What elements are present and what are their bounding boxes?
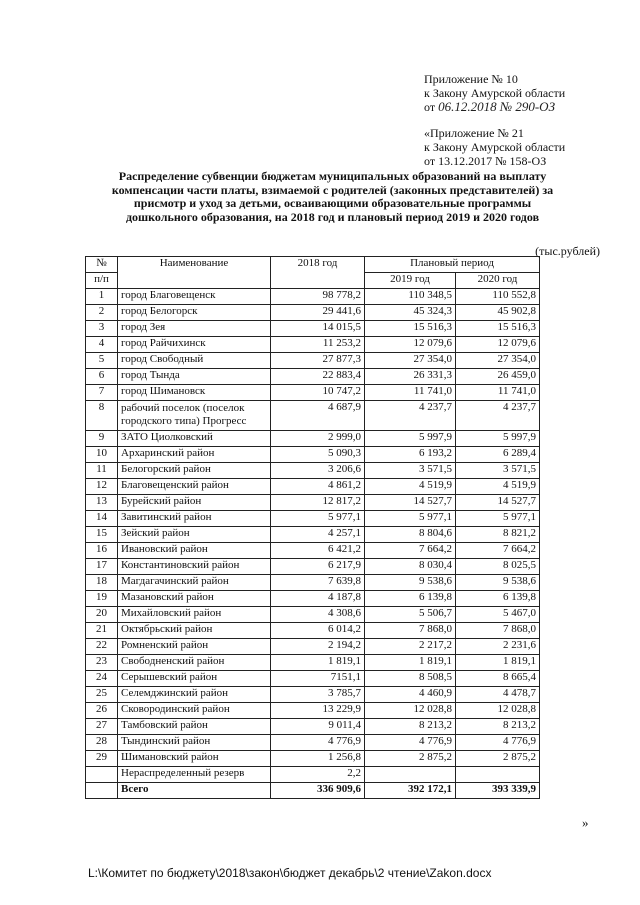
row-number: 15 bbox=[86, 527, 118, 543]
row-number: 23 bbox=[86, 655, 118, 671]
row-2018-value: 3 206,6 bbox=[271, 463, 365, 479]
row-number: 29 bbox=[86, 751, 118, 767]
row-2018-value: 13 229,9 bbox=[271, 703, 365, 719]
row-2018-value: 2,2 bbox=[271, 767, 365, 783]
row-2020-value: 8 025,5 bbox=[456, 559, 540, 575]
row-name: город Райчихинск bbox=[118, 337, 271, 353]
table-row bbox=[86, 575, 540, 591]
table-row bbox=[86, 559, 540, 575]
row-2020-value: 1 819,1 bbox=[456, 655, 540, 671]
row-name: Шимановский район bbox=[118, 751, 271, 767]
document-title: Распределение субвенции бюджетам муниципальных образований на выплату компенсации части платы, взимаемой с родителей (законных представителей) за присмотр и уход за детьми, осваивающими образовательные программы дошкольного образования, на 2018 год и плановый период 2019 и 2020 годов bbox=[111, 169, 554, 224]
row-2020-value: 5 467,0 bbox=[456, 607, 540, 623]
row-number: 2 bbox=[86, 305, 118, 321]
table-row bbox=[86, 401, 540, 431]
row-2019-value: 9 538,6 bbox=[365, 575, 456, 591]
row-2018-value: 4 687,9 bbox=[271, 401, 365, 431]
row-2018-value: 4 187,8 bbox=[271, 591, 365, 607]
row-number: 3 bbox=[86, 321, 118, 337]
row-2019-value: 2 875,2 bbox=[365, 751, 456, 767]
row-2018-value: 29 441,6 bbox=[271, 305, 365, 321]
row-2020-value: 4 776,9 bbox=[456, 735, 540, 751]
row-2019-value: 1 819,1 bbox=[365, 655, 456, 671]
row-2018-value: 27 877,3 bbox=[271, 353, 365, 369]
table-row bbox=[86, 353, 540, 369]
appendix-line3 bbox=[424, 100, 565, 114]
table-row bbox=[86, 369, 540, 385]
row-2019-value: 6 139,8 bbox=[365, 591, 456, 607]
row-2018-value: 11 253,2 bbox=[271, 337, 365, 353]
table-row bbox=[86, 639, 540, 655]
row-name: Архаринский район bbox=[118, 447, 271, 463]
row-2019-value: 4 776,9 bbox=[365, 735, 456, 751]
row-2018-value: 2 999,0 bbox=[271, 431, 365, 447]
row-number: 4 bbox=[86, 337, 118, 353]
table-row bbox=[86, 719, 540, 735]
row-name: Михайловский район bbox=[118, 607, 271, 623]
row-2020-value: 6 139,8 bbox=[456, 591, 540, 607]
original-appendix-line3: от 13.12.2017 № 158-ОЗ bbox=[424, 154, 547, 168]
row-2020-value: 5 997,9 bbox=[456, 431, 540, 447]
row-name: город Белогорск bbox=[118, 305, 271, 321]
row-number: 11 bbox=[86, 463, 118, 479]
row-2019-value: 7 868,0 bbox=[365, 623, 456, 639]
row-2018-value: 7151,1 bbox=[271, 671, 365, 687]
row-2018-value: 12 817,2 bbox=[271, 495, 365, 511]
row-name: Свободненский район bbox=[118, 655, 271, 671]
appendix-header bbox=[424, 72, 565, 114]
table-row bbox=[86, 305, 540, 321]
row-name: город Благовещенск bbox=[118, 289, 271, 305]
row-number: 26 bbox=[86, 703, 118, 719]
row-number: 10 bbox=[86, 447, 118, 463]
total-2018: 336 909,6 bbox=[271, 783, 365, 799]
row-2018-value: 22 883,4 bbox=[271, 369, 365, 385]
row-2020-value: 15 516,3 bbox=[456, 321, 540, 337]
row-2020-value: 4 478,7 bbox=[456, 687, 540, 703]
row-2018-value: 2 194,2 bbox=[271, 639, 365, 655]
row-2019-value: 45 324,3 bbox=[365, 305, 456, 321]
row-2018-value: 4 861,2 bbox=[271, 479, 365, 495]
subvention-table bbox=[85, 256, 540, 799]
header-2020: 2020 год bbox=[456, 273, 540, 289]
row-2019-value: 110 348,5 bbox=[365, 289, 456, 305]
table-row bbox=[86, 321, 540, 337]
row-name: Бурейский район bbox=[118, 495, 271, 511]
row-2020-value: 8 213,2 bbox=[456, 719, 540, 735]
footer-file-path: L:\Комитет по бюджету\2018\закон\бюджет декабрь\2 чтение\Zakon.docx bbox=[88, 866, 492, 880]
row-2019-value bbox=[365, 767, 456, 783]
row-2019-value: 15 516,3 bbox=[365, 321, 456, 337]
row-name: Ивановский район bbox=[118, 543, 271, 559]
row-2020-value: 26 459,0 bbox=[456, 369, 540, 385]
row-2019-value: 8 804,6 bbox=[365, 527, 456, 543]
row-2019-value: 5 506,7 bbox=[365, 607, 456, 623]
row-2018-value: 7 639,8 bbox=[271, 575, 365, 591]
row-name: Завитинский район bbox=[118, 511, 271, 527]
row-name: город Шимановск bbox=[118, 385, 271, 401]
row-2020-value: 110 552,8 bbox=[456, 289, 540, 305]
table-row bbox=[86, 527, 540, 543]
original-appendix-line1: «Приложение № 21 bbox=[424, 126, 524, 140]
header-num: № bbox=[86, 257, 118, 273]
row-name: Мазановский район bbox=[118, 591, 271, 607]
row-2019-value: 5 997,9 bbox=[365, 431, 456, 447]
row-2019-value: 12 079,6 bbox=[365, 337, 456, 353]
row-2019-value: 4 237,7 bbox=[365, 401, 456, 431]
row-name: Белогорский район bbox=[118, 463, 271, 479]
header-2019: 2019 год bbox=[365, 273, 456, 289]
row-2020-value: 8 821,2 bbox=[456, 527, 540, 543]
total-num bbox=[86, 783, 118, 799]
row-2018-value: 14 015,5 bbox=[271, 321, 365, 337]
row-2018-value: 4 257,1 bbox=[271, 527, 365, 543]
row-number: 5 bbox=[86, 353, 118, 369]
table-row bbox=[86, 447, 540, 463]
row-2019-value: 8 030,4 bbox=[365, 559, 456, 575]
row-number: 24 bbox=[86, 671, 118, 687]
row-2020-value: 8 665,4 bbox=[456, 671, 540, 687]
row-2018-value: 3 785,7 bbox=[271, 687, 365, 703]
row-name: Благовещенский район bbox=[118, 479, 271, 495]
total-2019: 392 172,1 bbox=[365, 783, 456, 799]
row-2019-value: 5 977,1 bbox=[365, 511, 456, 527]
row-2019-value: 8 213,2 bbox=[365, 719, 456, 735]
row-number: 18 bbox=[86, 575, 118, 591]
header-plan-period: Плановый период bbox=[365, 257, 540, 273]
table-total-row bbox=[86, 783, 540, 799]
row-2020-value: 45 902,8 bbox=[456, 305, 540, 321]
row-2018-value: 5 977,1 bbox=[271, 511, 365, 527]
table-row bbox=[86, 479, 540, 495]
row-name: Селемджинский район bbox=[118, 687, 271, 703]
row-2020-value: 14 527,7 bbox=[456, 495, 540, 511]
row-name: Тындинский район bbox=[118, 735, 271, 751]
appendix-date-prefix: от bbox=[424, 100, 436, 114]
row-2019-value: 4 519,9 bbox=[365, 479, 456, 495]
row-number: 12 bbox=[86, 479, 118, 495]
row-name: ЗАТО Циолковский bbox=[118, 431, 271, 447]
row-number: 21 bbox=[86, 623, 118, 639]
row-2018-value: 6 421,2 bbox=[271, 543, 365, 559]
total-label: Всего bbox=[118, 783, 271, 799]
table-row bbox=[86, 623, 540, 639]
row-number: 13 bbox=[86, 495, 118, 511]
row-name: Тамбовский район bbox=[118, 719, 271, 735]
row-2020-value: 27 354,0 bbox=[456, 353, 540, 369]
row-number: 8 bbox=[86, 401, 118, 431]
row-number: 25 bbox=[86, 687, 118, 703]
row-name: Магдагачинский район bbox=[118, 575, 271, 591]
handwritten-date-number: 06.12.2018 № 290-ОЗ bbox=[438, 99, 556, 114]
row-2019-value: 27 354,0 bbox=[365, 353, 456, 369]
row-name: город Зея bbox=[118, 321, 271, 337]
table-row bbox=[86, 289, 540, 305]
row-2018-value: 4 776,9 bbox=[271, 735, 365, 751]
row-number: 22 bbox=[86, 639, 118, 655]
row-2020-value: 11 741,0 bbox=[456, 385, 540, 401]
table-row bbox=[86, 385, 540, 401]
row-name: Нераспределенный резерв bbox=[118, 767, 271, 783]
table-row bbox=[86, 655, 540, 671]
units-label: (тыс.рублей) bbox=[535, 244, 600, 258]
row-2019-value: 2 217,2 bbox=[365, 639, 456, 655]
row-number: 20 bbox=[86, 607, 118, 623]
table-row bbox=[86, 511, 540, 527]
row-name: город Тында bbox=[118, 369, 271, 385]
table-row bbox=[86, 607, 540, 623]
row-2020-value: 2 875,2 bbox=[456, 751, 540, 767]
table-row bbox=[86, 671, 540, 687]
row-2018-value: 5 090,3 bbox=[271, 447, 365, 463]
row-2020-value: 12 079,6 bbox=[456, 337, 540, 353]
row-2019-value: 11 741,0 bbox=[365, 385, 456, 401]
table-row bbox=[86, 751, 540, 767]
row-number: 1 bbox=[86, 289, 118, 305]
total-2020: 393 339,9 bbox=[456, 783, 540, 799]
row-2019-value: 3 571,5 bbox=[365, 463, 456, 479]
row-2019-value: 12 028,8 bbox=[365, 703, 456, 719]
row-2018-value: 1 819,1 bbox=[271, 655, 365, 671]
row-2020-value: 9 538,6 bbox=[456, 575, 540, 591]
table-header-row bbox=[86, 257, 540, 273]
appendix-line1: Приложение № 10 bbox=[424, 72, 518, 86]
row-2020-value: 12 028,8 bbox=[456, 703, 540, 719]
row-2018-value: 98 778,2 bbox=[271, 289, 365, 305]
row-number: 27 bbox=[86, 719, 118, 735]
row-2020-value: 3 571,5 bbox=[456, 463, 540, 479]
appendix-line2: к Закону Амурской области bbox=[424, 86, 566, 100]
row-number: 19 bbox=[86, 591, 118, 607]
row-number: 9 bbox=[86, 431, 118, 447]
row-2019-value: 26 331,3 bbox=[365, 369, 456, 385]
row-2020-value bbox=[456, 767, 540, 783]
row-number: 14 bbox=[86, 511, 118, 527]
row-2020-value: 4 519,9 bbox=[456, 479, 540, 495]
row-name: Серышевский район bbox=[118, 671, 271, 687]
row-number: 7 bbox=[86, 385, 118, 401]
row-name: Зейский район bbox=[118, 527, 271, 543]
table-row bbox=[86, 735, 540, 751]
row-2018-value: 6 217,9 bbox=[271, 559, 365, 575]
table-row bbox=[86, 703, 540, 719]
closing-quote: » bbox=[582, 815, 589, 830]
table-row bbox=[86, 431, 540, 447]
row-2020-value: 7 664,2 bbox=[456, 543, 540, 559]
row-2019-value: 6 193,2 bbox=[365, 447, 456, 463]
row-name: Ромненский район bbox=[118, 639, 271, 655]
row-number: 16 bbox=[86, 543, 118, 559]
row-number bbox=[86, 767, 118, 783]
table-row bbox=[86, 543, 540, 559]
original-appendix-line2: к Закону Амурской области bbox=[424, 140, 566, 154]
row-name: Константиновский район bbox=[118, 559, 271, 575]
row-number: 28 bbox=[86, 735, 118, 751]
row-name: рабочий поселок (поселок городского типа) Прогресс bbox=[118, 401, 271, 431]
row-2020-value: 4 237,7 bbox=[456, 401, 540, 431]
row-2020-value: 5 977,1 bbox=[456, 511, 540, 527]
table-row bbox=[86, 767, 540, 783]
row-2018-value: 6 014,2 bbox=[271, 623, 365, 639]
row-number: 6 bbox=[86, 369, 118, 385]
row-name: город Свободный bbox=[118, 353, 271, 369]
row-2020-value: 2 231,6 bbox=[456, 639, 540, 655]
row-2020-value: 6 289,4 bbox=[456, 447, 540, 463]
row-name: Сковородинский район bbox=[118, 703, 271, 719]
header-2018: 2018 год bbox=[271, 257, 365, 289]
row-2019-value: 8 508,5 bbox=[365, 671, 456, 687]
header-num-pp: п/п bbox=[86, 273, 118, 289]
table-row bbox=[86, 591, 540, 607]
table-row bbox=[86, 495, 540, 511]
original-appendix-header bbox=[424, 126, 565, 168]
row-2018-value: 10 747,2 bbox=[271, 385, 365, 401]
row-2020-value: 7 868,0 bbox=[456, 623, 540, 639]
table-row bbox=[86, 687, 540, 703]
table-row bbox=[86, 337, 540, 353]
row-2019-value: 4 460,9 bbox=[365, 687, 456, 703]
row-name: Октябрьский район bbox=[118, 623, 271, 639]
row-2018-value: 9 011,4 bbox=[271, 719, 365, 735]
row-number: 17 bbox=[86, 559, 118, 575]
row-2018-value: 1 256,8 bbox=[271, 751, 365, 767]
row-2018-value: 4 308,6 bbox=[271, 607, 365, 623]
header-name: Наименование bbox=[118, 257, 271, 289]
row-2019-value: 14 527,7 bbox=[365, 495, 456, 511]
table-row bbox=[86, 463, 540, 479]
row-2019-value: 7 664,2 bbox=[365, 543, 456, 559]
